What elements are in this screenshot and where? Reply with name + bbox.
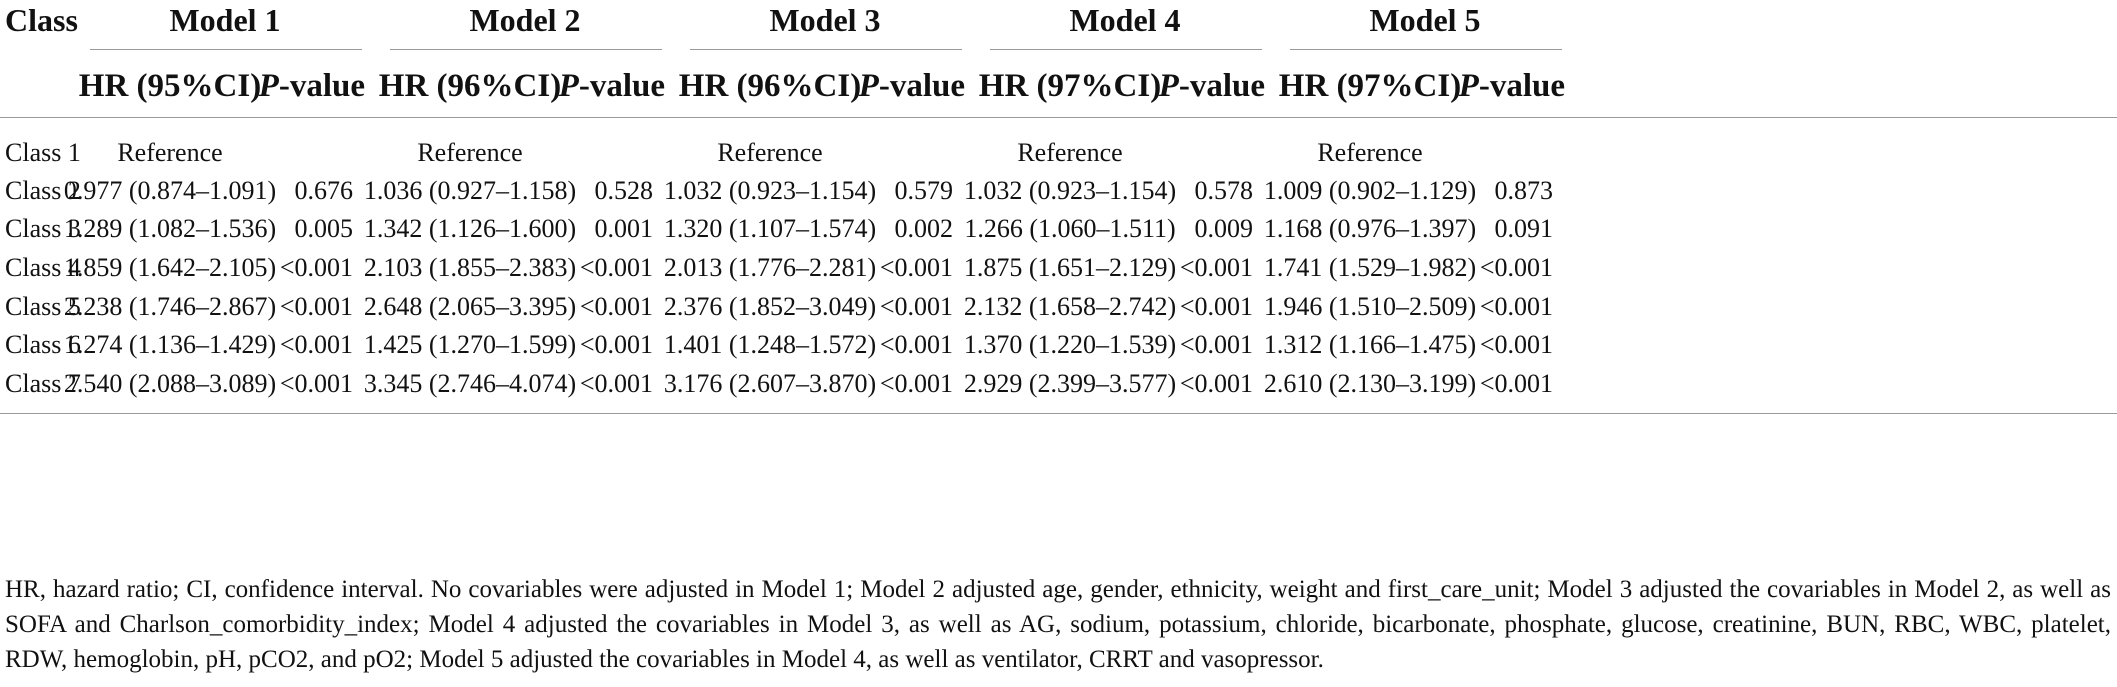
hr-ci-cell: Reference <box>117 138 223 167</box>
p-value-cell: <0.001 <box>579 330 653 359</box>
row-class-label: Class 2 <box>5 176 81 205</box>
hr-ci-cell: 2.376 (1.852–3.049) <box>663 292 877 321</box>
p-value-cell: 0.005 <box>294 214 353 243</box>
p-value-cell: 0.676 <box>294 176 353 205</box>
row-class-label: Class 3 <box>5 214 81 243</box>
hr-ci-cell: 1.859 (1.642–2.105) <box>63 253 277 282</box>
hr-ci-header: HR (97%CI) <box>1278 68 1462 104</box>
table-header-divider <box>0 117 2117 118</box>
p-value-cell: <0.001 <box>879 369 953 398</box>
hr-ci-cell: 1.370 (1.220–1.539) <box>963 330 1177 359</box>
hr-ci-cell: Reference <box>417 138 523 167</box>
hr-ci-cell: 2.610 (2.130–3.199) <box>1263 369 1477 398</box>
p-value-header-letter: P <box>1158 68 1179 104</box>
p-value-cell: <0.001 <box>1179 330 1253 359</box>
p-value-header-letter: P <box>1458 68 1479 104</box>
p-value-header-suffix: -value <box>1178 68 1265 104</box>
model-header-underline <box>90 49 362 50</box>
p-value-cell: 0.579 <box>894 176 953 205</box>
hr-ci-cell: 1.032 (0.923–1.154) <box>963 176 1177 205</box>
hr-ci-cell: Reference <box>1317 138 1423 167</box>
p-value-cell: <0.001 <box>1179 253 1253 282</box>
hr-ci-cell: 1.741 (1.529–1.982) <box>1263 253 1477 282</box>
p-value-cell: <0.001 <box>1479 369 1553 398</box>
p-value-cell: <0.001 <box>1179 369 1253 398</box>
row-class-label: Class 5 <box>5 292 81 321</box>
hr-ci-cell: 0.977 (0.874–1.091) <box>63 176 277 205</box>
hr-ci-cell: 1.032 (0.923–1.154) <box>663 176 877 205</box>
class-column-header: Class <box>5 2 78 38</box>
table-bottom-divider <box>0 413 2117 414</box>
p-value-cell: 0.873 <box>1494 176 1553 205</box>
p-value-cell: <0.001 <box>879 253 953 282</box>
p-value-header-suffix: -value <box>1478 68 1565 104</box>
hr-ci-cell: 1.289 (1.082–1.536) <box>63 214 277 243</box>
table-footnote: HR, hazard ratio; CI, confidence interval. No covariables were adjusted in Model 1; Model 2 adjusted age, gender, ethnicity, weight and first_care_unit; Model 3 adjusted the covariables in Model 2, as well as SOFA and Charlson_comorbidity_index; Model 4 adjusted the covariables in Model 3, as well as AG, sodium, potassium, chloride, bicarbonate, phosphate, glucose, creatinine, BUN, RBC, WBC, platelet, RDW, hemoglobin, pH, pCO2, and pO2; Model 5 adjusted the covariables in Model 4, as well as ventilator, CRRT and vasopressor. <box>5 576 2111 673</box>
p-value-cell: 0.009 <box>1194 214 1253 243</box>
p-value-cell: <0.001 <box>279 330 353 359</box>
model-header: Model 4 <box>1069 2 1181 38</box>
model-header: Model 3 <box>769 2 881 38</box>
model-header-underline <box>390 49 662 50</box>
p-value-cell: <0.001 <box>1479 292 1553 321</box>
hr-ci-header: HR (96%CI) <box>378 68 562 104</box>
p-value-cell: <0.001 <box>579 292 653 321</box>
p-value-cell: <0.001 <box>579 253 653 282</box>
p-value-cell: 0.578 <box>1194 176 1253 205</box>
hr-ci-cell: 1.266 (1.060–1.511) <box>964 214 1176 243</box>
model-header: Model 5 <box>1369 2 1481 38</box>
hr-ci-cell: 3.345 (2.746–4.074) <box>363 369 577 398</box>
hr-ci-cell: 2.103 (1.855–2.383) <box>363 253 577 282</box>
hr-ci-cell: 1.946 (1.510–2.509) <box>1263 292 1477 321</box>
p-value-cell: <0.001 <box>279 292 353 321</box>
model-header-underline <box>690 49 962 50</box>
hr-ci-cell: 2.013 (1.776–2.281) <box>663 253 877 282</box>
p-value-header-letter: P <box>858 68 879 104</box>
hr-ci-header: HR (97%CI) <box>978 68 1162 104</box>
p-value-header <box>259 70 365 103</box>
p-value-cell: <0.001 <box>1179 292 1253 321</box>
hr-ci-header: HR (96%CI) <box>678 68 862 104</box>
hr-ci-cell: Reference <box>1017 138 1123 167</box>
hr-ci-cell: 1.401 (1.248–1.572) <box>663 330 877 359</box>
hr-ci-cell: 3.176 (2.607–3.870) <box>663 369 877 398</box>
p-value-header-suffix: -value <box>878 68 965 104</box>
model-header-underline <box>1290 49 1562 50</box>
p-value-header <box>859 70 965 103</box>
p-value-header <box>1159 70 1265 103</box>
row-class-label: Class 1 <box>5 138 81 167</box>
p-value-cell: <0.001 <box>1479 253 1553 282</box>
hr-ci-cell: 1.320 (1.107–1.574) <box>663 214 877 243</box>
hr-ci-cell: 2.238 (1.746–2.867) <box>63 292 277 321</box>
p-value-cell: <0.001 <box>879 292 953 321</box>
p-value-cell: 0.528 <box>594 176 653 205</box>
model-header: Model 2 <box>469 2 581 38</box>
p-value-header <box>559 70 665 103</box>
row-class-label: Class 4 <box>5 253 81 282</box>
hr-ci-cell: 1.342 (1.126–1.600) <box>363 214 577 243</box>
model-header-underline <box>990 49 1262 50</box>
hr-ci-cell: 1.274 (1.136–1.429) <box>63 330 277 359</box>
hr-ci-cell: Reference <box>717 138 823 167</box>
p-value-cell: <0.001 <box>879 330 953 359</box>
p-value-header <box>1459 70 1565 103</box>
p-value-header-letter: P <box>258 68 279 104</box>
row-class-label: Class 6 <box>5 330 81 359</box>
p-value-header-suffix: -value <box>578 68 665 104</box>
p-value-cell: <0.001 <box>1479 330 1553 359</box>
hr-ci-cell: 1.009 (0.902–1.129) <box>1263 176 1477 205</box>
p-value-cell: 0.001 <box>594 214 653 243</box>
hr-ci-cell: 2.132 (1.658–2.742) <box>963 292 1177 321</box>
row-class-label: Class 7 <box>5 369 81 398</box>
hr-ci-cell: 2.648 (2.065–3.395) <box>363 292 577 321</box>
p-value-cell: 0.091 <box>1494 214 1553 243</box>
model-header: Model 1 <box>169 2 281 38</box>
hr-ci-cell: 2.540 (2.088–3.089) <box>63 369 277 398</box>
p-value-header-letter: P <box>558 68 579 104</box>
hr-ci-cell: 1.875 (1.651–2.129) <box>963 253 1177 282</box>
hr-ci-cell: 1.168 (0.976–1.397) <box>1263 214 1477 243</box>
hr-ci-cell: 2.929 (2.399–3.577) <box>963 369 1177 398</box>
p-value-cell: 0.002 <box>894 214 953 243</box>
hr-ci-header: HR (95%CI) <box>78 68 262 104</box>
p-value-cell: <0.001 <box>279 253 353 282</box>
p-value-header-suffix: -value <box>278 68 365 104</box>
p-value-cell: <0.001 <box>579 369 653 398</box>
hr-ci-cell: 1.425 (1.270–1.599) <box>363 330 577 359</box>
p-value-cell: <0.001 <box>279 369 353 398</box>
hr-ci-cell: 1.312 (1.166–1.475) <box>1263 330 1477 359</box>
hr-ci-cell: 1.036 (0.927–1.158) <box>363 176 577 205</box>
